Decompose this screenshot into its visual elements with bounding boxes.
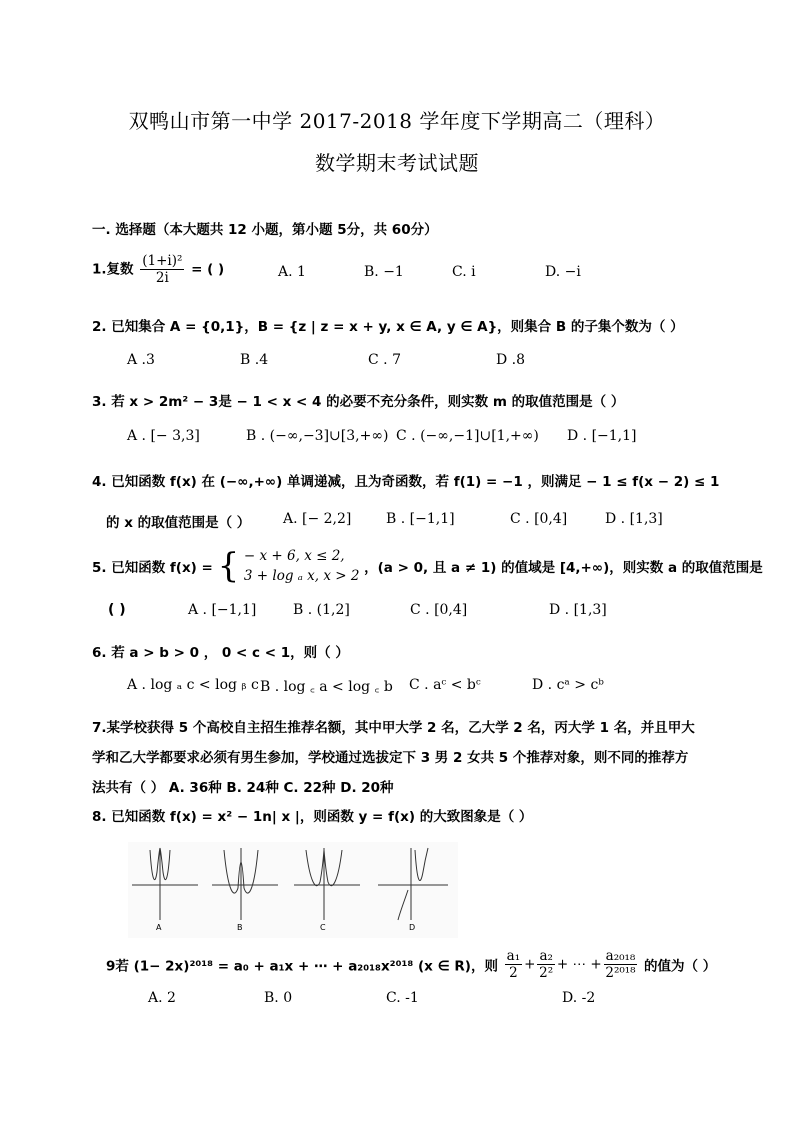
q1-frac-denominator: 2i bbox=[155, 270, 169, 286]
q6-option-b: B . log ꜀ a < log ꜀ b bbox=[260, 679, 393, 695]
q4-option-a: A. [− 2,2] bbox=[283, 511, 352, 527]
q9-frac-3-num: a₂₀₁₈ bbox=[605, 948, 636, 964]
q3-option-d: D . [−1,1] bbox=[567, 428, 637, 444]
question-7-line-2: 学和乙大学都要求必须有男生参加，学校通过选拔定下 3 男 2 女共 5 个推荐对象，则不同的推荐方 bbox=[92, 750, 689, 766]
page-subtitle: 数学期末考试试题 bbox=[315, 151, 479, 175]
q3-option-b: B . (−∞,−3]∪[3,+∞) bbox=[246, 428, 389, 444]
q1-option-b: B. −1 bbox=[364, 264, 404, 280]
q5-option-b: B . (1,2] bbox=[293, 602, 350, 618]
q9-frac-3 bbox=[604, 948, 638, 981]
graph-d-label: D bbox=[409, 923, 416, 932]
q1-prefix: 1.复数 bbox=[92, 261, 134, 278]
page-title: 双鸭山市第一中学 2017-2018 学年度下学期高二（理科） bbox=[128, 109, 666, 133]
q1-suffix: = ( ) bbox=[191, 261, 225, 278]
question-6: 6. 若 a > b > 0 ， 0 < c < 1，则（ ） bbox=[92, 645, 349, 661]
q9-frac-2 bbox=[537, 948, 554, 981]
question-8: 8. 已知函数 f(x) = x² − 1n| x |，则函数 y = f(x) 的大致图象是（ ） bbox=[92, 809, 533, 825]
q5-option-a: A . [−1,1] bbox=[188, 602, 257, 618]
question-4-cont: 的 x 的取值范围是（ ） bbox=[106, 515, 251, 531]
graph-d bbox=[378, 848, 448, 920]
q8-graph-options bbox=[128, 842, 458, 938]
q5-prefix: 5. 已知函数 f(x) = bbox=[92, 560, 213, 576]
q3-option-a: A . [− 3,3] bbox=[127, 428, 200, 444]
q9-frac-1-num: a₁ bbox=[506, 948, 521, 964]
graph-b bbox=[212, 848, 278, 920]
question-4: 4. 已知函数 f(x) 在 (−∞,+∞) 单调递减，且为奇函数，若 f(1) = −1 ，则满足 − 1 ≤ f(x − 2) ≤ 1 bbox=[92, 474, 720, 490]
q5-case-1: − x + 6, x ≤ 2, bbox=[243, 548, 345, 564]
q5-option-c: C . [0,4] bbox=[410, 602, 468, 618]
graph-a bbox=[132, 848, 198, 920]
q5-suffix: ，(a > 0, 且 a ≠ 1) 的值域是 [4,+∞)，则实数 a 的取值范围是 bbox=[364, 560, 763, 576]
q6-option-d: D . cᵃ > cᵇ bbox=[532, 677, 604, 693]
q8-graphs-svg bbox=[128, 842, 458, 938]
q6-option-c: C . aᶜ < bᶜ bbox=[409, 677, 481, 693]
q9-option-d: D. -2 bbox=[562, 990, 596, 1006]
q1-frac-numerator: (1+i)² bbox=[142, 253, 183, 269]
q1-option-d: D. −i bbox=[545, 264, 581, 280]
question-2: 2. 已知集合 A = {0,1}，B = {z | z = x + y, x ∈ A, y ∈ A}，则集合 B 的子集个数为（ ） bbox=[92, 319, 684, 335]
question-1 bbox=[92, 253, 224, 286]
q5-brace: { bbox=[217, 546, 240, 586]
q3-option-c: C . (−∞,−1]∪[1,+∞) bbox=[396, 428, 539, 444]
q2-option-c: C . 7 bbox=[368, 352, 401, 368]
q1-option-a: A. 1 bbox=[278, 264, 306, 280]
question-7-line-1: 7.某学校获得 5 个高校自主招生推荐名额，其中甲大学 2 名，乙大学 2 名，丙大学 1 名，并且甲大 bbox=[92, 720, 695, 736]
q2-option-b: B .4 bbox=[240, 352, 269, 368]
q9-frac-2-num: a₂ bbox=[539, 948, 553, 964]
question-3: 3. 若 x > 2m² − 3是 − 1 < x < 4 的必要不充分条件，则实数 m 的取值范围是（ ） bbox=[92, 394, 625, 410]
question-5 bbox=[92, 546, 763, 586]
q4-option-c: C . [0,4] bbox=[510, 511, 568, 527]
q2-option-d: D .8 bbox=[496, 352, 526, 368]
q6-option-a: A . log ₐ c < log ᵦ c bbox=[127, 677, 259, 693]
question-7-line-3: 法共有（ ） A. 36种 B. 24种 C. 22种 D. 20种 bbox=[92, 780, 394, 796]
q9-frac-1 bbox=[505, 948, 522, 981]
q2-option-a: A .3 bbox=[127, 352, 155, 368]
q4-option-b: B . [−1,1] bbox=[386, 511, 455, 527]
q9-suffix: 的值为（ ） bbox=[644, 958, 717, 975]
q9-frac-1-den: 2 bbox=[509, 965, 518, 981]
graph-c bbox=[294, 848, 360, 920]
q9-option-a: A. 2 bbox=[148, 990, 176, 1006]
q5-paren: ( ) bbox=[108, 602, 126, 618]
q9-frac-2-den: 2² bbox=[539, 965, 554, 981]
q9-option-c: C. -1 bbox=[386, 990, 419, 1006]
graph-b-label: B bbox=[237, 923, 243, 932]
q1-option-c: C. i bbox=[452, 264, 476, 280]
q9-frac-3-den: 2²⁰¹⁸ bbox=[605, 965, 636, 981]
q5-case-2: 3 + log ₐ x, x > 2 bbox=[243, 568, 360, 584]
q5-option-d: D . [1,3] bbox=[549, 602, 607, 618]
graph-c-label: C bbox=[320, 923, 326, 932]
q5-cases bbox=[244, 546, 360, 586]
q1-fraction bbox=[140, 253, 184, 286]
section-heading: 一. 选择题（本大题共 12 小题，第小题 5分，共 60分） bbox=[92, 222, 438, 238]
q9-prefix: 9若 (1− 2x)²⁰¹⁸ = a₀ + a₁x + ⋯ + a₂₀₁₈x²⁰¹⁸ (x ∈ R)，则 bbox=[106, 958, 498, 975]
question-9: 9若 (1− 2x)²⁰¹⁸ = a₀ + a₁x + ⋯ + a₂₀₁₈x²⁰¹⁸ (x ∈ R)，则 $\frac{\text{a₁}}{2}$ + $\frac{\text{a₂}}{\text{2²}}$ + ⋯ + $\frac{\text{a₂₀₁₈}}{\text{2²⁰¹⁸}}$ 的值为（ ） bbox=[106, 948, 717, 981]
q9-option-b: B. 0 bbox=[264, 990, 293, 1006]
q4-option-d: D . [1,3] bbox=[605, 511, 663, 527]
graph-a-label: A bbox=[156, 923, 162, 932]
